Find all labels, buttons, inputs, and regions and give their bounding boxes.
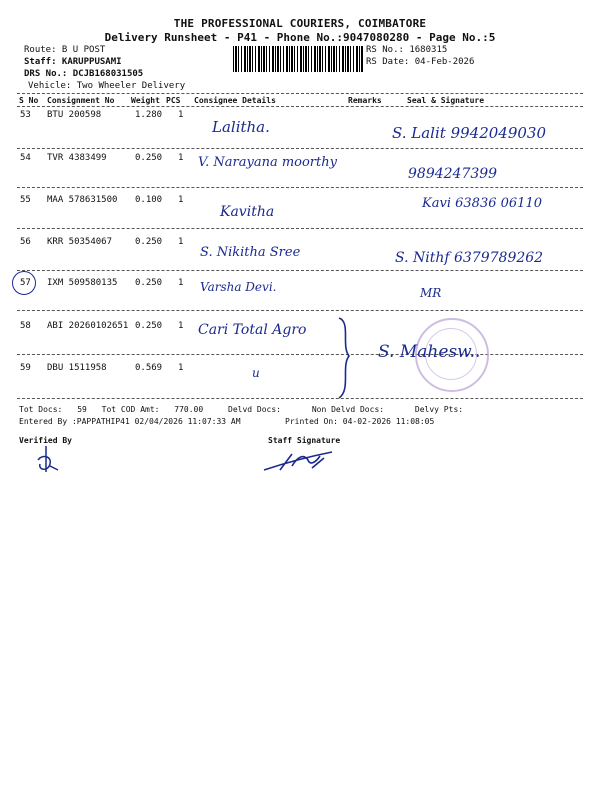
header-top-rule [17, 93, 583, 94]
handwritten-signature: Kavi 63836 06110 [422, 196, 542, 211]
row-pcs: 1 [178, 278, 184, 288]
circled-row-mark [12, 271, 36, 295]
col-header-consignee: Consignee Details [194, 96, 276, 105]
col-header-sno: S No [19, 96, 39, 105]
row-pcs: 1 [178, 153, 184, 163]
table-row [0, 363, 600, 403]
row-consignment: ABI 20260102651 [47, 321, 129, 331]
handwritten-signature: S. Nithf 6379789262 [395, 250, 544, 266]
row-consignment: MAA 578631500 [47, 195, 118, 205]
row-separator [17, 187, 583, 188]
verifier-signature [32, 444, 62, 476]
handwritten-signature: S. Lalit 9942049030 [392, 124, 547, 142]
col-header-consignment: Consignment No [47, 96, 115, 105]
tot-docs-value: 59 [77, 405, 87, 414]
row-weight: 0.250 [135, 237, 163, 247]
row-consignment: IXM 509580135 [47, 278, 118, 288]
handwritten-consignee: S. Nikitha Sree [200, 245, 301, 260]
row-sno: 56 [20, 237, 31, 247]
row-weight: 0.250 [135, 153, 163, 163]
row-weight: 0.250 [135, 278, 163, 288]
meta-route: Route: B U POST [24, 45, 106, 55]
row-separator [17, 270, 583, 271]
row-weight: 1.280 [135, 110, 163, 120]
row-pcs: 1 [178, 321, 184, 331]
delvy-pts: Delvy Pts: [414, 405, 464, 414]
meta-staff: Staff: KARUPPUSAMI [24, 57, 122, 67]
row-sno: 57 [20, 278, 31, 288]
row-sno: 58 [20, 321, 31, 331]
row-separator [17, 148, 583, 149]
header-bottom-rule [17, 106, 583, 107]
row-pcs: 1 [178, 363, 184, 373]
footer-totals [19, 405, 463, 414]
staff-signature-label: Staff Signature [268, 436, 341, 445]
meta-vehicle: Vehicle: Two Wheeler Delivery [28, 81, 186, 91]
meta-rs-date: RS Date: 04-Feb-2026 [366, 57, 475, 67]
row-separator [17, 354, 583, 355]
row-pcs: 1 [178, 237, 184, 247]
col-header-remarks: Remarks [348, 96, 382, 105]
meta-rs-no: RS No.: 1680315 [366, 45, 448, 55]
row-pcs: 1 [178, 110, 184, 120]
staff-signature [262, 448, 337, 474]
delvd-docs: Delvd Docs: [228, 405, 281, 414]
tot-docs-label: Tot Docs: [19, 405, 63, 414]
row-sno: 59 [20, 363, 31, 373]
footer-rule [17, 398, 583, 399]
printed-on: Printed On: 04-02-2026 11:08:05 [285, 417, 435, 426]
row-consignment: BTU 200598 [47, 110, 102, 120]
handwritten-signature: MR [420, 286, 442, 300]
col-header-weight: Weight [131, 96, 160, 105]
handwritten-signature: S. Mahesw.. [378, 342, 481, 362]
col-header-seal: Seal & Signature [407, 96, 485, 105]
handwritten-consignee: Lalitha. [212, 118, 270, 136]
table-row [0, 278, 600, 318]
row-weight: 0.250 [135, 321, 163, 331]
col-header-pcs: PCS [166, 96, 181, 105]
row-separator [17, 310, 583, 311]
row-consignment: KRR 50354067 [47, 237, 113, 247]
runsheet-subtitle: Delivery Runsheet - P41 - Phone No.:9047080280 - Page No.:5 [104, 31, 496, 44]
meta-drs: DRS No.: DCJB168031505 [24, 69, 144, 79]
row-weight: 0.100 [135, 195, 163, 205]
company-title: THE PROFESSIONAL COURIERS, COIMBATORE [173, 17, 427, 30]
row-consignment: TVR 4383499 [47, 153, 107, 163]
row-pcs: 1 [178, 195, 184, 205]
bracket-mark [335, 316, 359, 400]
verified-by-label: Verified By [19, 436, 72, 445]
row-consignment: DBU 1511958 [47, 363, 107, 373]
handwritten-signature: 9894247399 [408, 166, 498, 182]
tot-cod-value: 770.00 [174, 405, 204, 414]
handwritten-consignee: Cari Total Agro [198, 322, 307, 338]
row-weight: 0.569 [135, 363, 163, 373]
handwritten-consignee: Varsha Devi. [200, 280, 277, 294]
handwritten-ditto-mark: u [252, 366, 260, 380]
row-sno: 55 [20, 195, 31, 205]
row-separator [17, 228, 583, 229]
row-sno: 54 [20, 153, 31, 163]
tot-cod-label: Tot COD Amt: [101, 405, 160, 414]
handwritten-consignee: Kavitha [220, 204, 275, 220]
row-sno: 53 [20, 110, 31, 120]
non-delvd-docs: Non Delvd Docs: [311, 405, 385, 414]
entered-by: Entered By :PAPPATHIP41 02/04/2026 11:07:33 AM [19, 417, 241, 426]
barcode [233, 46, 363, 72]
handwritten-consignee: V. Narayana moorthy [198, 155, 337, 170]
